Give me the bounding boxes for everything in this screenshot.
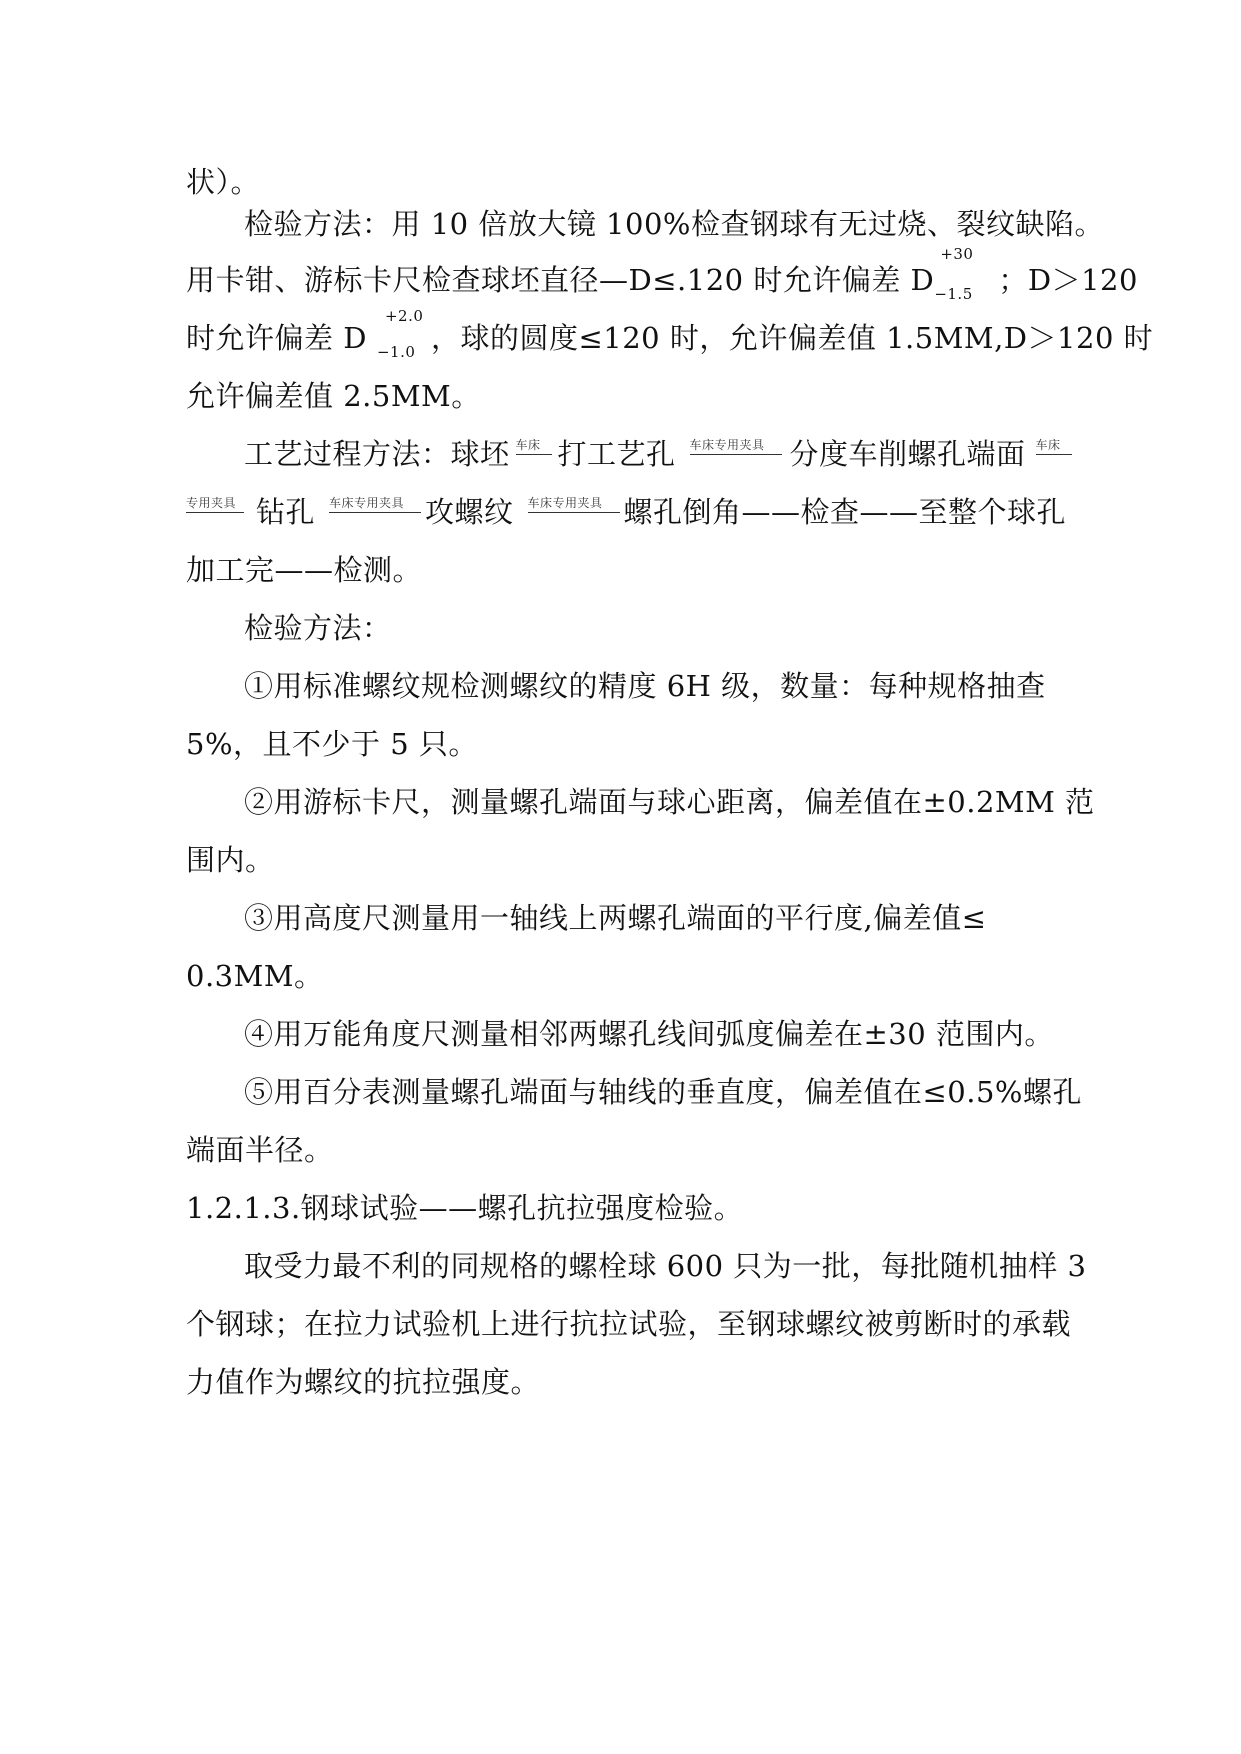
paragraph-line: 个钢球；在拉力试验机上进行抗拉试验，至钢球螺纹被剪断时的承载 [186, 1307, 1072, 1341]
paragraph-line: 检验方法：用 10 倍放大镜 100%检查钢球有无过烧、裂纹缺陷。 [244, 207, 1104, 241]
paragraph-line: 检验方法： [244, 611, 392, 645]
paragraph-line: 5%，且不少于 5 只。 [186, 727, 478, 761]
paragraph-line: 允许偏差值 2.5MM。 [186, 379, 481, 413]
tolerance-upper: +30 [940, 245, 974, 263]
paragraph-line: ⑤用百分表测量螺孔端面与轴线的垂直度，偏差值在≤0.5%螺孔 [244, 1075, 1082, 1109]
paragraph-line: 端面半径。 [186, 1133, 334, 1167]
tolerance-stack [367, 307, 431, 361]
process-arrow: 车床专用夹具 [690, 434, 782, 474]
paragraph-line: 取受力最不利的同规格的螺栓球 600 只为一批，每批随机抽样 3 [244, 1249, 1087, 1283]
text-run: 螺孔倒角——检查——至整个球孔 [623, 495, 1067, 529]
tolerance-lower: −1.5 [934, 285, 973, 303]
section-heading: 1.2.1.3.钢球试验——螺孔抗拉强度检验。 [186, 1191, 744, 1225]
process-arrow: 专用夹具 [186, 492, 244, 532]
process-arrow: 车床专用夹具 [528, 492, 620, 532]
paragraph-line [186, 307, 1154, 361]
paragraph-line: 围内。 [186, 843, 275, 877]
tolerance-stack [934, 245, 998, 303]
text-run: 分度车削螺孔端面 [789, 437, 1026, 471]
text-run: 打工艺孔 [557, 437, 676, 471]
process-arrow: 车床专用夹具 [329, 492, 421, 532]
paragraph-line: ④用万能角度尺测量相邻两螺孔线间弧度偏差在±30 范围内。 [244, 1017, 1054, 1051]
text-run: ；D＞120 [998, 263, 1138, 297]
process-arrow: 车床 [1036, 434, 1072, 474]
process-arrow: 车床 [516, 434, 552, 474]
text-run: 时允许偏差 D [186, 321, 367, 355]
text-run: ，球的圆度≤120 时，允许偏差值 1.5MM,D＞120 时 [430, 321, 1154, 355]
paragraph-line: 加工完——检测。 [186, 553, 423, 587]
paragraph-line: 0.3MM。 [186, 959, 324, 993]
paragraph-line [186, 245, 1138, 303]
paragraph-line: 力值作为螺纹的抗拉强度。 [186, 1365, 541, 1399]
paragraph-line [186, 492, 1066, 532]
paragraph-line: ①用标准螺纹规检测螺纹的精度 6H 级，数量：每种规格抽查 [244, 669, 1046, 703]
paragraph-line: 状）。 [186, 165, 261, 199]
paragraph-line [244, 434, 1072, 474]
text-run: 攻螺纹 [425, 495, 514, 529]
tolerance-lower: −1.0 [376, 343, 416, 361]
tolerance-upper: +2.0 [384, 307, 424, 325]
text-run: 用卡钳、游标卡尺检查球坯直径—D≤.120 时允许偏差 D [186, 263, 935, 297]
text-run: 工艺过程方法：球坯 [244, 437, 510, 471]
text-run: 钻孔 [256, 495, 316, 529]
paragraph-line: ③用高度尺测量用一轴线上两螺孔端面的平行度,偏差值≤ [244, 901, 987, 935]
paragraph-line: ②用游标卡尺，测量螺孔端面与球心距离，偏差值在±0.2MM 范 [244, 785, 1095, 819]
